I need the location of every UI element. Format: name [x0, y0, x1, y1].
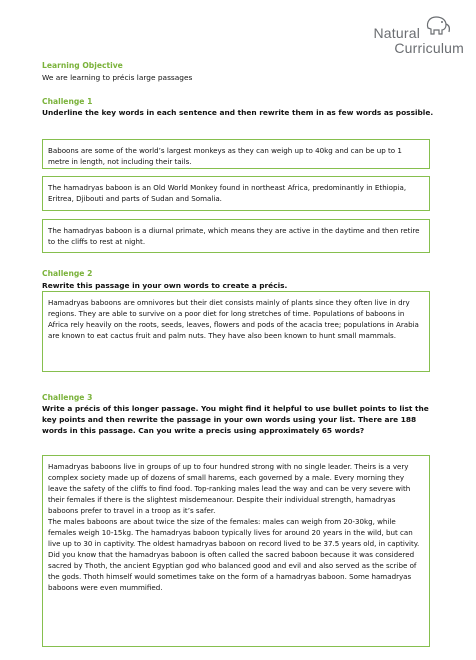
sentence-3-text: The hamadryas baboon is a diurnal primate, which means they are active in the daytime and then retire to the cliffs to rest at night.: [48, 226, 420, 246]
logo-text-natural: Natural: [373, 25, 420, 41]
elephant-logo-icon: [422, 14, 452, 36]
sentence-1-text: Baboons are some of the world’s largest monkeys as they can weigh up to 40kg and can be up to 1 metre in length, not including their tails.: [48, 146, 402, 166]
challenge-2-instruction: Rewrite this passage in your own words to create a précis.: [42, 281, 288, 290]
learning-objective-text: We are learning to précis large passages: [42, 73, 193, 82]
challenge-3-paragraph-3: Did you know that the hamadryas baboon is often called the sacred baboon because it was considered sacred by Thoth, the ancient Egyptian god who balanced good and evil and also served as the scribe of the gods. Thoth himself would sometimes take on the form of a hamadryas baboon. Some hamadryas baboons were even mummified.: [48, 550, 417, 592]
sentence-box-1: [42, 139, 430, 169]
challenge-2-passage: Hamadryas baboons are omnivores but their diet consists mainly of plants since they often live in dry regions. They are able to survive on a poor diet for long stretches of time. Populations of baboons in Africa rely heavily on the roots, seeds, leaves, flowers and pods of the acacia tree; populations in Arabia are known to eat cactus fruit and palm nuts. They have also been known to hunt small mammals.: [48, 298, 419, 340]
challenge-3-instruction: Write a précis of this longer passage. You might find it helpful to use bullet points to list the key points and then rewrite the passage in your own words using your list. There are 188 words in this passage. Can you write a precis using approximately 65 words?: [42, 404, 429, 435]
logo-text-curriculum: Curriculum: [394, 40, 464, 56]
challenge-3-paragraph-2: The males baboons are about twice the size of the females: males can weigh from 20-30kg, while females weigh 10-15kg. The hamadryas baboon typically lives for around 20 years in the wild, but can live up to 30 in captivity. The oldest hamadryas baboon on record lived to be 37.5 years old, in captivity.: [48, 517, 420, 548]
challenge-3-heading: Challenge 3: [42, 393, 93, 402]
passage-box-challenge-2: [42, 291, 430, 372]
learning-objective-heading: Learning Objective: [42, 61, 123, 70]
sentence-box-3: [42, 219, 430, 253]
challenge-3-paragraph-1: Hamadryas baboons live in groups of up to four hundred strong with no single leader. Theirs is a very complex society made up of dozens of small harems, each governed by a male. Every morning they leave the safety of the cliffs to find food. Top-ranking males lead the way and can be very severe with their females if there is the slightest misdemeanour. Despite their individual strength, hamadryas baboons prefer to travel in a troop as it’s safer.: [48, 462, 411, 515]
challenge-2-heading: Challenge 2: [42, 269, 93, 278]
passage-box-challenge-3: [42, 455, 430, 647]
challenge-1-instruction: Underline the key words in each sentence and then rewrite them in as few words as possible.: [42, 108, 434, 117]
natural-curriculum-logo: [336, 14, 466, 56]
sentence-2-text: The hamadryas baboon is an Old World Monkey found in northeast Africa, predominantly in Ethiopia, Eritrea, Djibouti and parts of Sudan and Somalia.: [48, 183, 407, 203]
sentence-box-2: [42, 176, 430, 211]
challenge-1-heading: Challenge 1: [42, 97, 93, 106]
